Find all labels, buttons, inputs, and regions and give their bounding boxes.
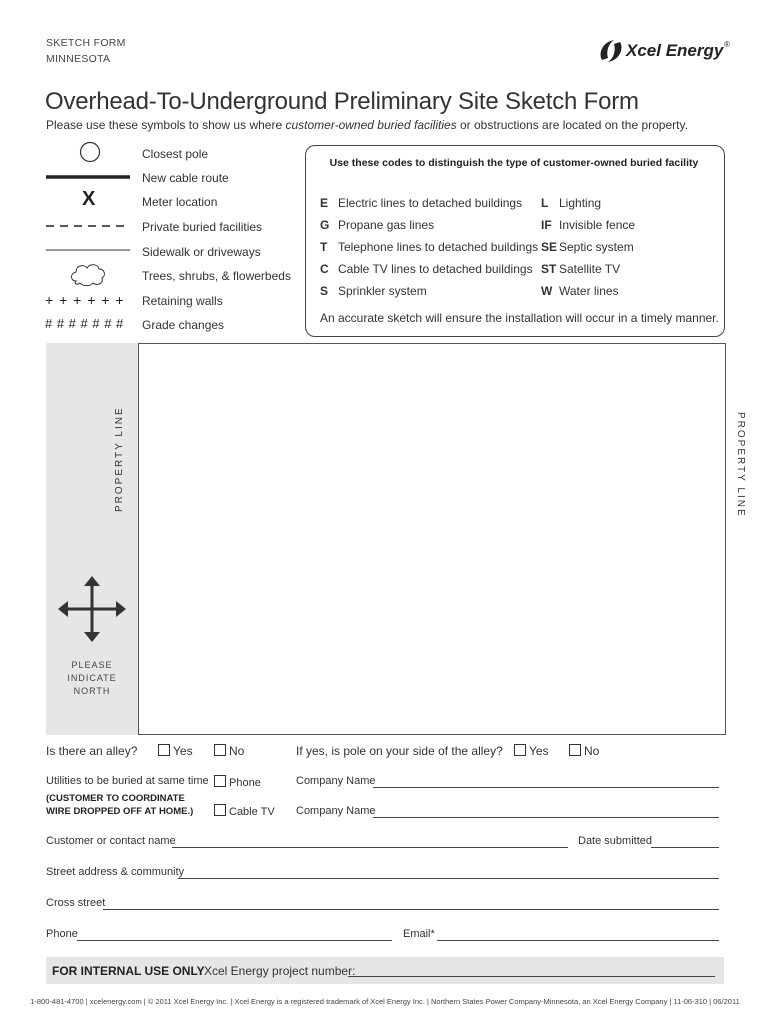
alley-no-checkbox[interactable] [214, 744, 226, 756]
grade-change-icon: # # # # # # # [45, 316, 124, 331]
alley-yes-checkbox[interactable] [158, 744, 170, 756]
company-name-label: Company Name [296, 805, 376, 817]
street-label: Street address & community [46, 866, 185, 878]
north-line: PLEASE [71, 660, 113, 670]
code-letter: SE [541, 240, 558, 254]
code-row [541, 284, 619, 298]
phone-checkbox[interactable] [214, 775, 226, 787]
code-row [320, 240, 538, 254]
north-instruction [46, 659, 138, 698]
pole-no-checkbox[interactable] [569, 744, 581, 756]
pole-no-option[interactable] [569, 744, 599, 758]
customer-name-label: Customer or contact name [46, 835, 176, 847]
page-title: Overhead-To-Underground Preliminary Site Sketch Form [45, 88, 639, 115]
phone-field[interactable] [77, 940, 392, 941]
page-footer: 1-800-481-4700 | xcelenergy.com | © 2011 Xcel Energy Inc. | Xcel Energy is a registered trademark of Xcel Energy Inc. | Northern States Power Company-Minnesota, an Xcel Energy Company | 11-06-310 | 06/2011 [30, 997, 740, 1006]
code-letter: L [541, 196, 549, 210]
option-label: Yes [173, 744, 193, 758]
code-row [320, 284, 427, 298]
pole-yes-option[interactable] [514, 744, 549, 758]
state-label: MINNESOTA [46, 53, 111, 65]
legend-label: Trees, shrubs, & flowerbeds [142, 269, 291, 283]
option-label: Phone [229, 777, 261, 789]
pole-question: If yes, is pole on your side of the alley? [296, 744, 503, 758]
cross-street-label: Cross street [46, 897, 106, 909]
date-submitted-field[interactable] [651, 847, 719, 848]
form-type: SKETCH FORM [46, 37, 126, 49]
north-line: NORTH [73, 686, 111, 696]
codes-footer: An accurate sketch will ensure the installation will occur in a timely manner. [320, 311, 719, 325]
street-field[interactable] [178, 878, 719, 879]
code-letter: IF [541, 218, 552, 232]
code-label: Sprinkler system [338, 284, 427, 298]
legend-label: Retaining walls [142, 294, 223, 308]
coordinate-note [46, 792, 193, 818]
phone-option[interactable] [214, 775, 261, 789]
code-label: Lighting [559, 196, 602, 210]
alley-no-option[interactable] [214, 744, 244, 758]
alley-yes-option[interactable] [158, 744, 193, 758]
code-label: Telephone lines to detached buildings [338, 240, 539, 254]
code-letter: C [320, 262, 329, 276]
legend-label: New cable route [142, 171, 229, 185]
option-label: Cable TV [229, 806, 275, 818]
code-row [541, 218, 635, 232]
internal-use-label: FOR INTERNAL USE ONLY [52, 964, 205, 978]
code-letter: ST [541, 262, 557, 276]
subtitle-text-end: or obstructions are located on the property. [456, 118, 688, 132]
cross-street-field[interactable] [103, 909, 719, 910]
utilities-question: Utilities to be buried at same time [46, 775, 209, 787]
pole-icon [81, 143, 100, 162]
coordinate-line: (CUSTOMER TO COORDINATE [46, 793, 185, 804]
property-line-right: PROPERTY LINE [735, 412, 746, 518]
code-letter: E [320, 196, 329, 210]
codes-heading: Use these codes to distinguish the type of customer-owned buried facility [329, 157, 699, 169]
sketch-area[interactable] [138, 343, 726, 735]
code-label: Electric lines to detached buildings [338, 196, 523, 210]
compass-arrows-icon [58, 576, 126, 642]
pole-yes-checkbox[interactable] [514, 744, 526, 756]
company-name-field-2[interactable] [373, 817, 719, 818]
meter-x-icon: X [82, 188, 96, 210]
legend-label: Grade changes [142, 318, 225, 332]
code-label: Invisible fence [559, 218, 636, 232]
code-letter: T [320, 240, 328, 254]
customer-name-field[interactable] [172, 847, 568, 848]
code-row [541, 240, 634, 254]
tree-cloud-icon [72, 265, 105, 286]
code-letter: W [541, 284, 553, 298]
alley-question: Is there an alley? [46, 744, 138, 758]
project-number-label: Xcel Energy project number: [204, 964, 356, 978]
brand-logo [596, 36, 736, 66]
company-name-field[interactable] [373, 787, 719, 788]
code-label: Water lines [559, 284, 619, 298]
xcel-logo-icon [596, 36, 626, 66]
code-row [541, 262, 620, 276]
email-label: Email* [403, 928, 435, 940]
property-line-left: PROPERTY LINE [114, 406, 125, 512]
code-row [320, 262, 533, 276]
legend-label: Closest pole [142, 147, 209, 161]
phone-label: Phone [46, 928, 78, 940]
subtitle-text: Please use these symbols to show us where [46, 118, 286, 132]
option-label: No [229, 744, 245, 758]
project-number-field[interactable] [348, 976, 715, 977]
retaining-wall-icon: + + + + + + [45, 292, 125, 308]
date-submitted-label: Date submitted [578, 835, 652, 847]
legend-symbols [40, 138, 140, 338]
legend-label: Private buried facilities [142, 220, 263, 234]
legend-label: Sidewalk or driveways [142, 245, 261, 259]
cable-tv-checkbox[interactable] [214, 804, 226, 816]
email-field[interactable] [437, 940, 719, 941]
code-row [320, 196, 522, 210]
code-label: Septic system [559, 240, 634, 254]
subtitle-italic: customer-owned buried facilities [285, 118, 457, 132]
brand-name: Xcel Energy [626, 41, 724, 60]
cable-tv-option[interactable] [214, 804, 275, 818]
subtitle [46, 118, 688, 132]
code-letter: S [320, 284, 329, 298]
code-label: Satellite TV [559, 262, 621, 276]
north-line: INDICATE [67, 673, 117, 683]
registered-mark: ® [724, 40, 730, 49]
legend-label: Meter location [142, 195, 218, 209]
company-name-label: Company Name [296, 775, 376, 787]
code-letter: G [320, 218, 330, 232]
option-label: Yes [529, 744, 549, 758]
code-row [320, 218, 434, 232]
code-label: Propane gas lines [338, 218, 435, 232]
option-label: No [584, 744, 600, 758]
code-row [541, 196, 601, 210]
code-label: Cable TV lines to detached buildings [338, 262, 533, 276]
coordinate-line: WIRE DROPPED OFF AT HOME.) [46, 806, 194, 817]
